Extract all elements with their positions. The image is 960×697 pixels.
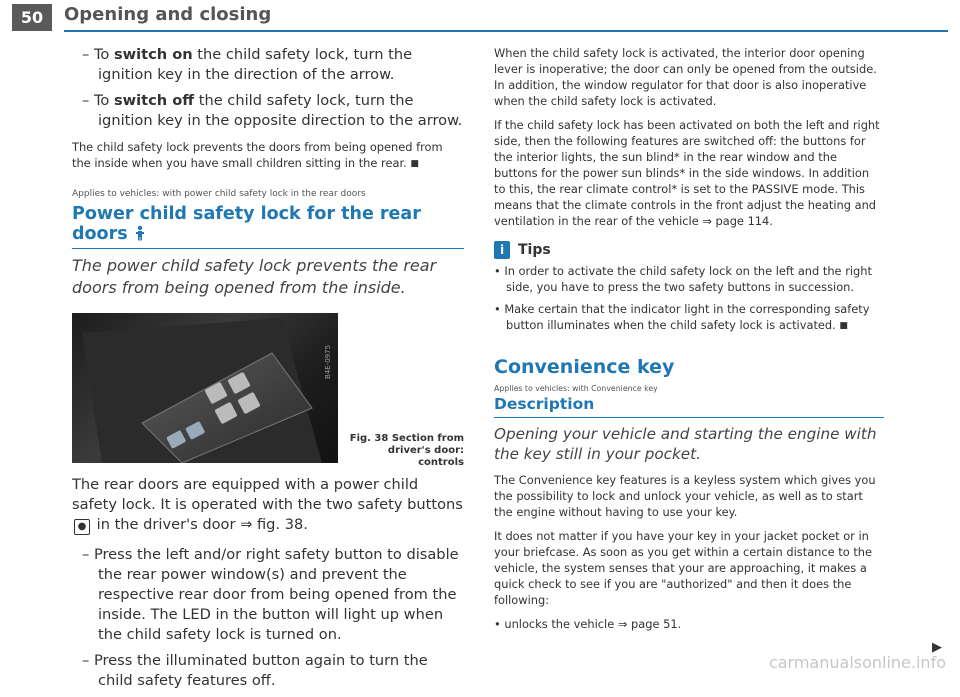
step-4: – Press the illuminated button again to turn the child safety features off. <box>82 652 428 689</box>
watermark: carmanualsonline.info <box>768 653 946 672</box>
para-2: If the child safety lock has been activated on both the left and right side, then the following features are switched off: the buttons for the interior lights, the sun blind* in the rear window and the buttons for the power sun blinds* in the side windows. In addition to this, the rear climate control* is set to the PASSIVE mode. This means that the climate controls in the front adjust the heating and ventilation in the rear of the vehicle ⇒ page 114. <box>494 118 880 228</box>
header-rule <box>64 30 948 32</box>
tips-header: i Tips <box>494 241 884 259</box>
description-intro: Opening your vehicle and starting the engine with the key still in your pocket. <box>494 425 877 463</box>
convenience-key-heading: Convenience key <box>494 356 675 378</box>
applies-to-convenience: Applies to vehicles: with Convenience key <box>494 384 658 393</box>
desc-bullet-1: • unlocks the vehicle ⇒ page 51. <box>494 617 682 631</box>
power-lock-heading: Power child safety lock for the rear doors <box>72 204 421 244</box>
figure-code: B4E-0975 <box>324 344 332 379</box>
step-2: – To switch off the child safety lock, turn the ignition key in the opposite direction to the arrow. <box>82 92 463 129</box>
right-column <box>494 45 884 638</box>
door-controls-image <box>72 313 338 463</box>
child-lock-icon <box>134 225 146 241</box>
step-1: – To switch on the child safety lock, turn the ignition key in the direction of the arrow. <box>82 46 413 83</box>
step-3: – Press the left and/or right safety button to disable the rear power window(s) and prevent the respective rear door from being opened from the inside. The LED in the button will light up when the child safety lock is turned on. <box>82 546 459 643</box>
figure-caption: Fig. 38 Section from driver's door: controls <box>349 433 464 468</box>
desc-para-2: It does not matter if you have your key in your jacket pocket or in your briefcase. As soon as you get within a certain distance to the vehicle, the system senses that your are approaching, it makes a quick check to see if you are "authorized" and then it does the following: <box>494 529 873 607</box>
para-1: When the child safety lock is activated, the interior door opening lever is inoperative; the door can only be opened from the outside. In addition, the window regulator for that door is also inoperative when the child safety lock is activated. <box>494 46 877 108</box>
body-paragraph: The rear doors are equipped with a power child safety lock. It is operated with the two safety buttons● in the driver's door ⇒ fig. 38. <box>72 476 463 533</box>
tip-2: • Make certain that the indicator light in the corresponding safety button illuminates when the child safety lock is activated. ■ <box>494 302 870 332</box>
left-column <box>72 45 464 697</box>
lock-note: The child safety lock prevents the doors from being opened from the inside when you have small children sitting in the rear. ■ <box>72 140 443 170</box>
continue-icon: ▶ <box>932 640 942 655</box>
page-number: 50 <box>12 4 52 31</box>
child-lock-button-icon: ● <box>74 519 90 535</box>
tip-1: • In order to activate the child safety lock on the left and the right side, you have to press the two safety buttons in succession. <box>494 264 872 294</box>
info-icon: i <box>494 241 510 259</box>
description-heading: Description <box>494 395 595 413</box>
applies-to: Applies to vehicles: with power child safety lock in the rear doors <box>72 189 366 199</box>
section-title: Opening and closing <box>64 4 272 25</box>
figure-38 <box>72 313 464 468</box>
intro-text: The power child safety lock prevents the rear doors from being opened from the inside. <box>72 256 437 297</box>
desc-para-1: The Convenience key features is a keyless system which gives you the possibility to lock and unlock your vehicle, as well as to start the engine without having to use your key. <box>494 473 876 519</box>
